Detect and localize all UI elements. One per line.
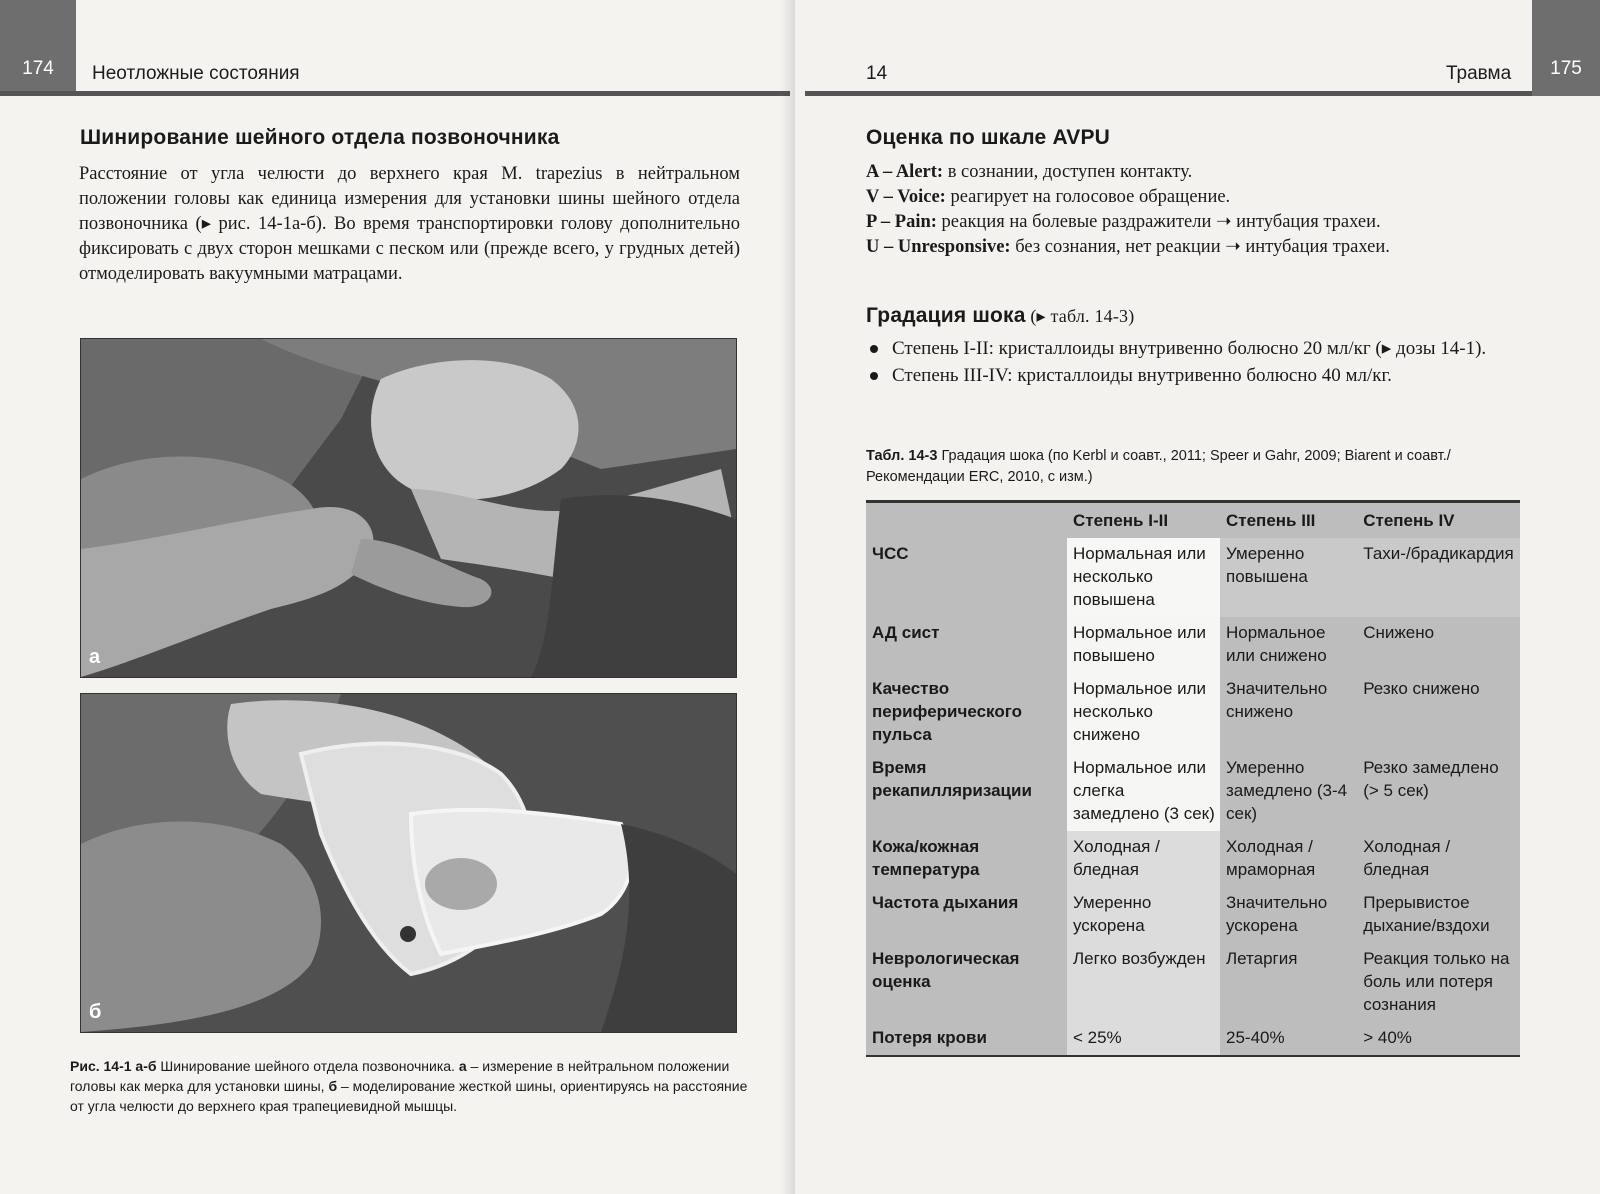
table-row — [866, 538, 1520, 617]
caption-prefix: Рис. 14-1 а-б — [70, 1058, 157, 1074]
table-header-cell: Степень IV — [1357, 502, 1520, 539]
photo-a-label: а — [89, 646, 101, 668]
table-row — [866, 673, 1520, 752]
table-header-cell: Степень III — [1220, 502, 1357, 539]
page-number-right: 175 — [1550, 58, 1582, 79]
table-param-cell: АД сист — [866, 617, 1067, 673]
table-caption — [866, 446, 1526, 488]
caption-b-text: – моделирование жесткой шины, ориентируясь на расстояние от угла челюсти до верхнего края трапециевидной мышцы. — [70, 1078, 748, 1114]
table-cell: Легко возбужден — [1067, 943, 1220, 1022]
table-param-cell: Потеря крови — [866, 1022, 1067, 1056]
bullet-item — [866, 336, 1526, 361]
table-cell: > 40% — [1357, 1022, 1520, 1056]
table-header-row — [866, 502, 1520, 539]
bullet-item — [866, 363, 1526, 388]
bullet-text: Степень I-II: кристаллоиды внутривенно болюсно 20 мл/кг (▸ дозы 14-1). — [892, 338, 1487, 359]
running-title: Неотложные состояния — [92, 63, 300, 84]
avpu-item — [866, 160, 1526, 185]
shock-title-text: Градация шока — [866, 304, 1026, 327]
body-paragraph — [79, 162, 740, 287]
avpu-item — [866, 235, 1526, 260]
table-param-cell: Частота дыхания — [866, 887, 1067, 943]
table-cell: Умеренно повышена — [1220, 538, 1357, 617]
table-header-cell: Степень I-II — [1067, 502, 1220, 539]
section-title: Шинирование шейного отдела позвоночника — [80, 126, 560, 149]
photo-a — [80, 338, 737, 678]
table-caption-label: Табл. 14-3 — [866, 448, 938, 464]
page-number: 174 — [22, 58, 54, 79]
table-cell: Резко замедлено (> 5 сек) — [1357, 752, 1520, 831]
avpu-list — [866, 160, 1526, 260]
table-row — [866, 1022, 1520, 1056]
avpu-item — [866, 185, 1526, 210]
table-cell: Нормальное или повышено — [1067, 617, 1220, 673]
avpu-title: Оценка по шкале AVPU — [866, 126, 1111, 149]
table-cell: Летаргия — [1220, 943, 1357, 1022]
table-row — [866, 887, 1520, 943]
bullet-icon — [870, 372, 878, 380]
table-cell: Значительно снижено — [1220, 673, 1357, 752]
table-caption-text: Градация шока (по Kerbl и соавт., 2011; Speer и Gahr, 2009; Biarent и соавт./Рекомендации ERC, 2010, с изм.) — [866, 448, 1451, 485]
header-rule-right — [805, 91, 1600, 96]
table-cell: < 25% — [1067, 1022, 1220, 1056]
table-header-cell — [866, 502, 1067, 539]
table-row — [866, 752, 1520, 831]
page-number-tab — [0, 0, 76, 96]
shock-title-ref: (▸ табл. 14-3) — [1025, 306, 1135, 326]
bullet-text: Степень III-IV: кристаллоиды внутривенно болюсно 40 мл/кг. — [892, 365, 1392, 386]
caption-b: б — [328, 1078, 338, 1094]
avpu-key: A – Alert: — [866, 162, 944, 182]
left-page — [0, 0, 795, 1194]
shock-bullets — [866, 336, 1526, 390]
table-cell: Умеренно замедлено (3-4 сек) — [1220, 752, 1357, 831]
photo-b — [80, 693, 737, 1033]
table-cell: Холодная / мраморная — [1220, 831, 1357, 887]
avpu-key: U – Unresponsive: — [866, 237, 1011, 257]
avpu-key: V – Voice: — [866, 187, 946, 207]
avpu-key: P – Pain: — [866, 212, 937, 232]
table-row — [866, 943, 1520, 1022]
table-cell: Тахи-/брадикардия — [1357, 538, 1520, 617]
table-cell: Значительно ускорена — [1220, 887, 1357, 943]
table-cell: Нормальное или несколько снижено — [1067, 673, 1220, 752]
table-param-cell: Время рекапилляризации — [866, 752, 1067, 831]
figure-caption — [70, 1056, 760, 1116]
header-rule — [0, 91, 790, 96]
shock-title — [866, 304, 1134, 328]
photo-a-illustration — [81, 339, 736, 677]
table-cell: Нормальная или несколько повышена — [1067, 538, 1220, 617]
table-cell: 25-40% — [1220, 1022, 1357, 1056]
caption-a: а — [458, 1058, 467, 1074]
table-cell: Нормальное или слегка замедлено (3 сек) — [1067, 752, 1220, 831]
avpu-text: реагирует на голосовое обращение. — [945, 187, 1231, 207]
caption-text: Шинирование шейного отдела позвоночника. — [156, 1058, 459, 1074]
table-row — [866, 617, 1520, 673]
caption-a-text: – измерение в нейтральном положении головы как мерка для установки шины, — [70, 1058, 730, 1094]
table-cell: Прерывистое дыхание/вздохи — [1357, 887, 1520, 943]
table-cell: Нормальное или снижено — [1220, 617, 1357, 673]
avpu-text: без сознания, нет реакции ➝ интубация трахеи. — [1010, 237, 1390, 257]
table-param-cell: Кожа/кожная температура — [866, 831, 1067, 887]
photo-b-illustration — [81, 694, 736, 1032]
avpu-item — [866, 210, 1526, 235]
table-cell: Реакция только на боль или потеря сознания — [1357, 943, 1520, 1022]
table-cell: Холодная / бледная — [1067, 831, 1220, 887]
page-number-tab-right — [1532, 0, 1600, 96]
avpu-text: в сознании, доступен контакту. — [943, 162, 1193, 182]
running-title-right: Травма — [1446, 63, 1512, 84]
avpu-text: реакция на болевые раздражители ➝ интубация трахеи. — [936, 212, 1381, 232]
bullet-icon — [870, 345, 878, 353]
paragraph-text: Расстояние от угла челюсти до верхнего края M. trapezius в нейтральном положении головы как единица измерения для установки шины шейного отдела позвоночника (▸ рис. 14-1а-б). Во время транспортировки голову дополнительно фиксировать с двух сторон мешками с песком или (прежде всего, у грудных детей) отмоделировать вакуумными матрацами. — [79, 164, 740, 284]
shock-table — [866, 500, 1520, 1057]
table-row — [866, 831, 1520, 887]
table-cell: Резко снижено — [1357, 673, 1520, 752]
photo-b-label: б — [89, 1001, 102, 1023]
table-param-cell: ЧСС — [866, 538, 1067, 617]
table-cell: Снижено — [1357, 617, 1520, 673]
table-cell: Умеренно ускорена — [1067, 887, 1220, 943]
table-cell: Холодная /бледная — [1357, 831, 1520, 887]
table-param-cell: Неврологическая оценка — [866, 943, 1067, 1022]
chapter-number: 14 — [866, 63, 888, 84]
table-param-cell: Качество периферического пульса — [866, 673, 1067, 752]
